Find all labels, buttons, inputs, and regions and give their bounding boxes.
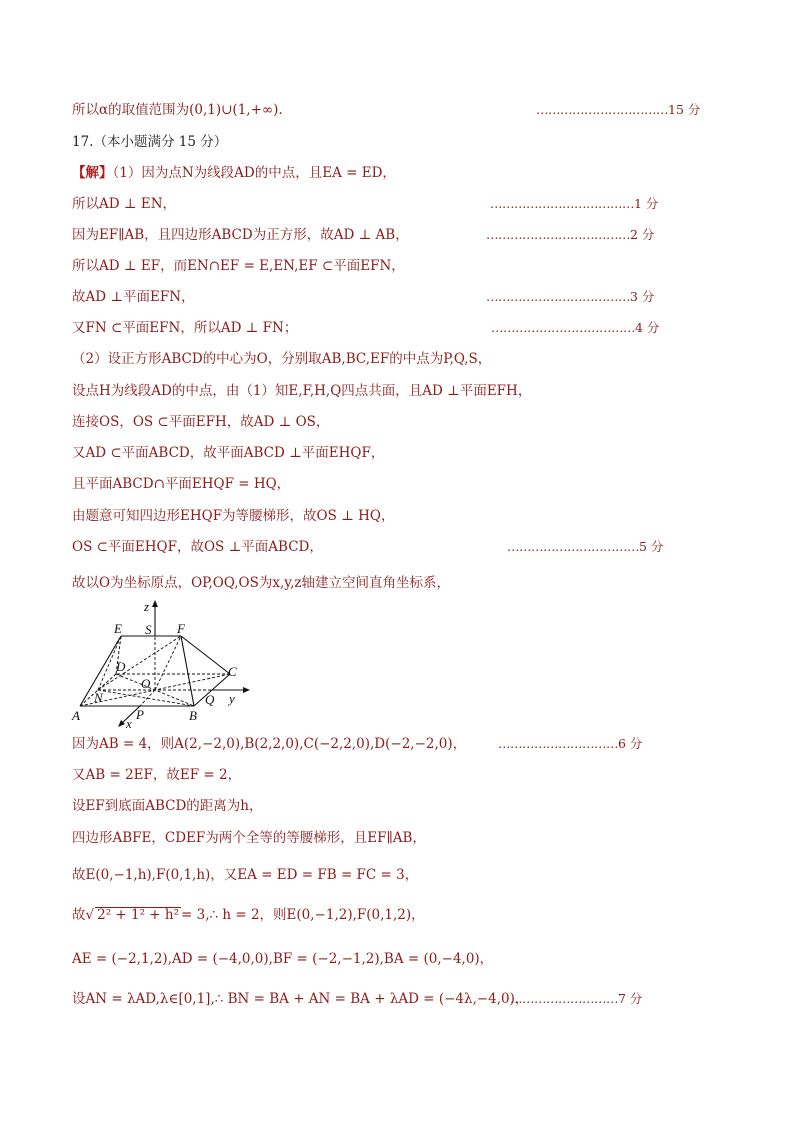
text-line: 又AD ⊂平面ABCD，故平面ABCD ⊥平面EHQF， <box>72 445 385 461</box>
text-line: 由题意可知四边形EHQF为等腰梯形，故OS ⊥ HQ， <box>72 508 395 524</box>
score-marker: ………………………7 分 <box>510 991 643 1006</box>
text-line-alpha-range: 所以α的取值范围为(0,1)∪(1,+∞). <box>72 102 283 118</box>
line-fn <box>98 636 181 690</box>
score-label: 1 分 <box>634 196 659 211</box>
score-label: 6 分 <box>618 736 643 751</box>
label-o: O <box>141 676 151 691</box>
score-label: 7 分 <box>618 991 643 1006</box>
label-d: D <box>116 659 126 674</box>
score-label: 3 分 <box>630 289 655 304</box>
text-line-vector-bn: 设AN = λAD,λ∈[0,1],∴ BN = BA + AN = BA + λAD = (−4λ,−4,0)， <box>72 991 529 1007</box>
label-a: A <box>72 708 80 723</box>
text-line: 且平面ABCD∩平面EHQF = HQ， <box>72 476 291 492</box>
text-line: 所以AD ⊥ EN， <box>72 196 177 212</box>
text-line: （2）设正方形ABCD的中心为O，分别取AB,BC,EF的中点为P,Q,S， <box>72 351 492 367</box>
geometry-figure <box>68 596 258 730</box>
score-marker: ………………………………1 分 <box>490 196 659 211</box>
text-line: 连接OS，OS ⊂平面EFH，故AD ⊥ OS， <box>72 414 330 430</box>
sqrt-radicand: 2² + 1² + h² <box>97 907 180 923</box>
score-marker: ………………………………4 分 <box>491 320 660 335</box>
score-label: 2 分 <box>630 227 655 242</box>
label-c: C <box>228 664 237 679</box>
label-e: E <box>114 621 122 636</box>
text-line: 又FN ⊂平面EFN，所以AD ⊥ FN； <box>72 320 298 336</box>
score-label: 4 分 <box>635 320 660 335</box>
text-line: 故E(0,−1,h),F(0,1,h)，又EA = ED = FB = FC = 3， <box>72 867 419 883</box>
solution-line <box>72 164 396 182</box>
label-f: F <box>177 621 185 636</box>
sqrt-suffix: = 3,∴ h = 2，则E(0,−1,2),F(0,1,2)， <box>181 907 425 923</box>
label-s: S <box>145 622 152 637</box>
text-line: 因为EF∥AB，且四边形ABCD为正方形，故AD ⊥ AB， <box>72 227 409 243</box>
text-line: 所以AD ⊥ EF，而EN∩EF = E,EN,EF ⊂平面EFN， <box>72 258 405 274</box>
solution-text: （1）因为点N为线段AD的中点，且EA = ED， <box>112 165 396 181</box>
line-nb <box>98 690 194 706</box>
score-marker: …………………………6 分 <box>498 736 643 751</box>
score-marker: ……………………………15 分 <box>536 102 701 117</box>
label-p: P <box>136 707 144 722</box>
text-line: 四边形ABFE，CDEF为两个全等的等腰梯形，且EF∥AB， <box>72 830 426 846</box>
text-line: 设EF到底面ABCD的距离为h， <box>72 798 263 814</box>
line-of <box>155 636 181 690</box>
label-y: y <box>229 691 235 706</box>
score-marker: ………………………………2 分 <box>486 227 655 242</box>
text-line: 又AB = 2EF，故EF = 2， <box>72 767 242 783</box>
label-q: Q <box>205 692 215 707</box>
solution-tag: 【解】 <box>72 165 113 181</box>
score-marker: ………………………………3 分 <box>486 289 655 304</box>
label-z: z <box>144 599 150 614</box>
label-b: B <box>189 708 197 723</box>
sqrt-prefix: 故 <box>72 907 86 923</box>
text-line-sqrt: 故√ 2² + 1² + h² = 3,∴ h = 2，则E(0,−1,2),F(0,1,2)， <box>72 907 425 923</box>
text-line: OS ⊂平面EHQF，故OS ⊥平面ABCD， <box>72 539 323 555</box>
x-axis-hidden <box>140 690 155 706</box>
label-n: N <box>94 690 103 705</box>
text-line-coordinate-system: 故以O为坐标原点，OP,OQ,OS为x,y,z轴建立空间直角坐标系， <box>72 575 450 591</box>
y-axis-arrow <box>243 687 250 693</box>
edge-cf <box>181 636 230 674</box>
text-line-coordinates: 因为AB = 4，则A(2,−2,0),B(2,2,0),C(−2,2,0),D(−2,−2,0)， <box>72 736 467 752</box>
problem-header: 17.（本小题满分 15 分） <box>72 134 228 150</box>
z-axis-arrow <box>152 600 158 607</box>
edge-bf <box>181 636 194 706</box>
score-label: 5 分 <box>639 539 664 554</box>
text-line-vectors: AE = (−2,1,2),AD = (−4,0,0),BF = (−2,−1,2),BA = (0,−4,0)， <box>72 951 494 967</box>
text-line: 故AD ⊥平面EFN， <box>72 289 195 305</box>
label-x: x <box>126 716 132 730</box>
score-marker: ……………………………5 分 <box>507 539 664 554</box>
score-label: 15 分 <box>668 102 701 117</box>
text-line: 设点H为线段AD的中点，由（1）知E,F,H,Q四点共面，且AD ⊥平面EFH， <box>72 383 532 399</box>
